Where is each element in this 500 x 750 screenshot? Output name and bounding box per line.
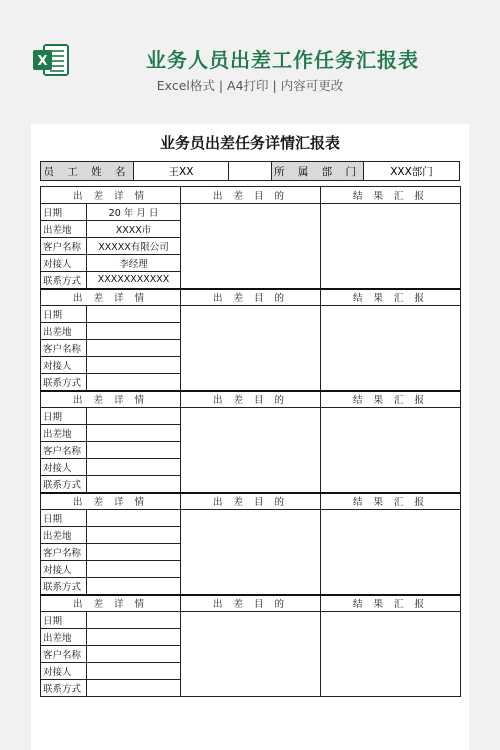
field-value[interactable] — [87, 306, 181, 323]
section-header-row — [41, 595, 461, 612]
employee-name-value[interactable]: 王XX — [134, 162, 229, 180]
purpose-header: 出 差 目 的 — [181, 391, 321, 408]
field-label: 出差地 — [41, 221, 87, 238]
field-label: 联系方式 — [41, 374, 87, 391]
page-header — [0, 0, 500, 120]
field-value[interactable] — [87, 459, 181, 476]
detail-header: 出 差 详 情 — [41, 289, 181, 306]
detail-header: 出 差 详 情 — [41, 493, 181, 510]
field-value[interactable] — [87, 476, 181, 493]
field-label: 出差地 — [41, 323, 87, 340]
field-value[interactable]: XXXXXXXXXXX — [87, 272, 181, 289]
table-row — [41, 306, 461, 323]
field-label: 对接人 — [41, 663, 87, 680]
svg-text:X: X — [37, 54, 48, 69]
field-label: 出差地 — [41, 527, 87, 544]
field-value[interactable] — [87, 357, 181, 374]
field-label: 日期 — [41, 204, 87, 221]
employee-name-label: 员 工 姓 名 — [41, 162, 134, 180]
field-value[interactable] — [87, 425, 181, 442]
table-row — [41, 204, 461, 221]
detail-header: 出 差 详 情 — [41, 391, 181, 408]
field-value[interactable] — [87, 323, 181, 340]
field-label: 出差地 — [41, 629, 87, 646]
field-value[interactable] — [87, 578, 181, 595]
field-value[interactable] — [87, 663, 181, 680]
employee-info-row — [40, 161, 460, 181]
field-label: 对接人 — [41, 255, 87, 272]
purpose-header: 出 差 目 的 — [181, 289, 321, 306]
field-label: 联系方式 — [41, 578, 87, 595]
field-value[interactable]: XXXX市 — [87, 221, 181, 238]
page-subtitle: Excel格式 | A4打印 | 内容可更改 — [156, 78, 344, 93]
field-label: 客户名称 — [41, 442, 87, 459]
purpose-header: 出 差 目 的 — [181, 493, 321, 510]
field-value[interactable] — [87, 527, 181, 544]
field-value[interactable] — [87, 646, 181, 663]
field-label: 联系方式 — [41, 680, 87, 697]
field-label: 客户名称 — [41, 646, 87, 663]
purpose-cell[interactable] — [181, 612, 321, 697]
detail-header: 出 差 详 情 — [41, 187, 181, 204]
section-header-row — [41, 289, 461, 306]
field-value[interactable] — [87, 510, 181, 527]
field-value[interactable]: 李经理 — [87, 255, 181, 272]
document-title: 业务员出差任务详情汇报表 — [159, 134, 340, 152]
field-value[interactable] — [87, 374, 181, 391]
purpose-header: 出 差 目 的 — [181, 595, 321, 612]
field-label: 日期 — [41, 408, 87, 425]
field-value[interactable]: 20 年 月 日 — [87, 204, 181, 221]
field-value[interactable] — [87, 612, 181, 629]
department-label: 所 属 部 门 — [271, 162, 364, 180]
field-value[interactable] — [87, 408, 181, 425]
detail-header: 出 差 详 情 — [41, 595, 181, 612]
field-value[interactable] — [87, 544, 181, 561]
table-row — [41, 408, 461, 425]
field-value[interactable] — [87, 629, 181, 646]
field-value[interactable] — [87, 340, 181, 357]
field-label: 日期 — [41, 612, 87, 629]
field-label: 日期 — [41, 510, 87, 527]
field-label: 对接人 — [41, 459, 87, 476]
field-value[interactable] — [87, 442, 181, 459]
table-row — [41, 510, 461, 527]
excel-icon — [32, 43, 70, 77]
purpose-header: 出 差 目 的 — [181, 187, 321, 204]
field-label: 联系方式 — [41, 272, 87, 289]
result-cell[interactable] — [321, 204, 461, 289]
department-value[interactable]: XXX部门 — [390, 165, 433, 178]
field-label: 联系方式 — [41, 476, 87, 493]
result-header: 结 果 汇 报 — [321, 289, 461, 306]
result-cell[interactable] — [321, 306, 461, 391]
report-grid — [40, 186, 461, 697]
field-label: 对接人 — [41, 561, 87, 578]
field-label: 客户名称 — [41, 238, 87, 255]
purpose-cell[interactable] — [181, 306, 321, 391]
document-paper — [31, 124, 469, 750]
table-row — [41, 612, 461, 629]
result-cell[interactable] — [321, 510, 461, 595]
purpose-cell[interactable] — [181, 408, 321, 493]
purpose-cell[interactable] — [181, 204, 321, 289]
purpose-cell[interactable] — [181, 510, 321, 595]
field-label: 日期 — [41, 306, 87, 323]
result-header: 结 果 汇 报 — [321, 493, 461, 510]
page-title: 业务人员出差工作任务汇报表 — [146, 48, 419, 72]
field-value[interactable] — [87, 561, 181, 578]
field-value[interactable]: XXXXX有限公司 — [87, 238, 181, 255]
field-label: 客户名称 — [41, 544, 87, 561]
field-value[interactable] — [87, 680, 181, 697]
result-header: 结 果 汇 报 — [321, 187, 461, 204]
field-label: 客户名称 — [41, 340, 87, 357]
field-label: 出差地 — [41, 425, 87, 442]
result-header: 结 果 汇 报 — [321, 391, 461, 408]
section-header-row — [41, 187, 461, 204]
section-header-row — [41, 391, 461, 408]
result-header: 结 果 汇 报 — [321, 595, 461, 612]
spacer-cell — [229, 162, 271, 180]
result-cell[interactable] — [321, 408, 461, 493]
result-cell[interactable] — [321, 612, 461, 697]
section-header-row — [41, 493, 461, 510]
field-label: 对接人 — [41, 357, 87, 374]
